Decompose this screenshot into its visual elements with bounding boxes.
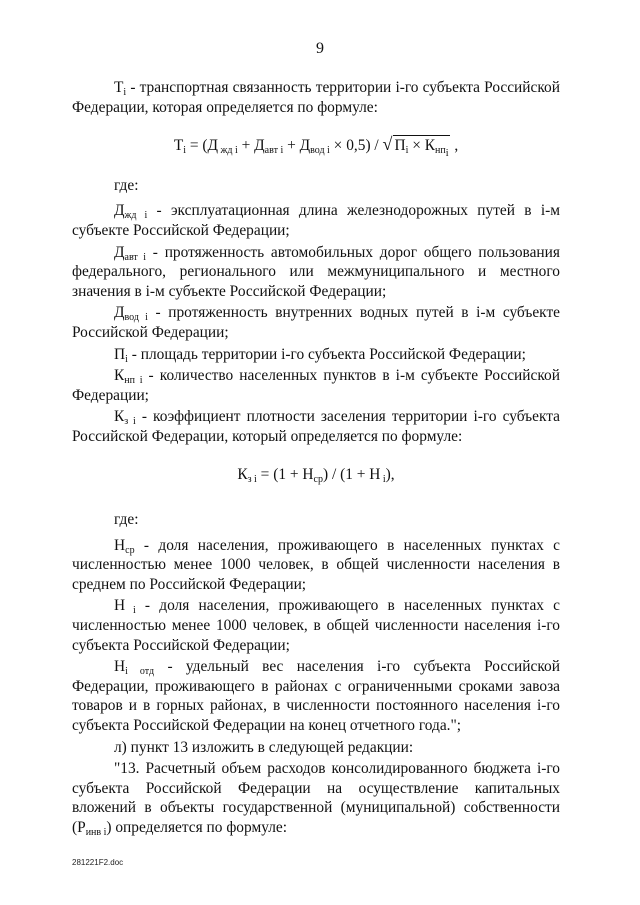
symbol: Н [114, 658, 126, 676]
formula-transport-connectivity [72, 134, 560, 160]
paragraph-text: "13. Расчетный объем расходов консолидированного бюджета i-го субъекта Российской Федерации на осуществление капитальных вложений в объекты государственной (муниципальной) собственности (Р [72, 760, 560, 836]
definition-text: - коэффициент плотности заселения территории i-го субъекта Российской Федерации, который определяется по формуле: [72, 408, 560, 445]
subscript: з i [124, 416, 136, 428]
subscript: жд i [124, 210, 148, 222]
subscript: i [123, 87, 127, 98]
paragraph-ti-intro [72, 78, 560, 117]
definition-text: - протяженность автомобильных дорог общего пользования федерального, регионального или межмуниципального и местного значения в i-м субъекте Российской Федерации; [72, 243, 560, 300]
formula-text: + Д [283, 137, 311, 155]
symbol: Д [114, 243, 125, 261]
formula-subscript [434, 145, 449, 160]
subscript: нп i [124, 375, 143, 387]
where-label: где: [114, 511, 139, 529]
footer-filename: 281221F2.doc [72, 858, 124, 867]
paragraph-l: л) пункт 13 изложить в следующей редакции: [114, 738, 414, 756]
subscript: i [125, 605, 136, 617]
formula-text: × К [408, 137, 435, 155]
definition-text: - площадь территории i-го субъекта Российской Федерации; [127, 345, 526, 363]
formula-subscript: ср [313, 473, 323, 485]
formula-subscript: авт i [264, 145, 284, 157]
subscript: i [125, 353, 128, 365]
subscript: ср [125, 544, 135, 556]
paragraph-text: ) определяется по формуле: [106, 819, 287, 836]
definition-text: - количество населенных пунктов в i-м субъекте Российской Федерации; [72, 367, 560, 404]
definition-d-avt [72, 243, 560, 302]
symbol: Н [114, 536, 126, 554]
formula-subscript: i [380, 473, 386, 485]
definition-n-i-otd [72, 657, 560, 735]
definition-text: - доля населения, проживающего в населенных пунктах с численностью менее 1000 человек, в общей численности населения i-го субъекта Российской Федерации; [72, 597, 560, 654]
symbol: Т [114, 79, 124, 96]
definition-text: - протяженность внутренних водных путей в i-м субъекте Российской Федерации; [72, 304, 561, 341]
subscript: i отд [125, 666, 155, 678]
formula-text: + Д [237, 137, 265, 155]
formula-symbol: П [394, 137, 406, 155]
symbol: П [114, 345, 126, 363]
definition-p [72, 345, 560, 365]
definition-d-vod [72, 303, 560, 342]
definition-k-np [72, 366, 560, 405]
page-number: 9 [316, 40, 324, 57]
formula-text: = (Д [186, 137, 218, 155]
document-body [72, 78, 560, 838]
formula-text: ), [385, 465, 395, 483]
formula-subscript: з i [247, 473, 257, 485]
formula-subscript: i [405, 145, 409, 157]
symbol: Н [114, 597, 126, 615]
subscript: авт i [124, 251, 146, 263]
formula-text: , [450, 137, 459, 155]
formula-subscript: i [183, 145, 186, 157]
formula-subscript: жд i [218, 145, 238, 157]
formula-text: × 0,5) / [329, 137, 383, 155]
definition-n-i [72, 596, 560, 655]
formula-symbol: К [237, 465, 248, 483]
formula-subscript: вод i [310, 145, 330, 157]
definition-d-zhd [72, 201, 560, 240]
formula-subsubscript: i [445, 148, 449, 160]
formula-subscript-text: нп [434, 145, 446, 157]
symbol: К [114, 408, 125, 426]
subscript: инв i [85, 827, 107, 838]
where-label: где: [114, 176, 139, 194]
definition-text: - доля населения, проживающего в населенных пунктах с численностью менее 1000 человек, в общей численности населения в среднем по Российской Федерации; [72, 536, 560, 593]
formula-symbol: Т [173, 137, 184, 155]
radicand [393, 135, 450, 160]
symbol: Д [114, 304, 125, 322]
formula-text: = (1 + Н [256, 465, 314, 483]
definition-k-z [72, 407, 560, 446]
formula-text: ) / (1 + Н [322, 465, 381, 483]
subscript: вод i [124, 312, 148, 324]
square-root-icon: √ [382, 134, 393, 155]
definition-text: - эксплуатационная длина железнодорожных путей в i-м субъекте Российской Федерации; [72, 202, 560, 239]
symbol: Д [114, 202, 125, 220]
definition-n-sr [72, 536, 560, 595]
paragraph-13 [72, 759, 560, 837]
formula-settlement-density [72, 465, 560, 485]
definition-text: - транспортная связанность территории i-го субъекта Российской Федерации, которая определяется по формуле: [72, 79, 560, 116]
symbol: К [114, 367, 125, 385]
definition-text: - удельный вес населения i-го субъекта Российской Федерации, проживающего в районах с ограниченными сроками завоза товаров и в горных районах, в численности постоянного населения i-го субъекта Российской Федерации на конец отчетного года."; [72, 658, 560, 735]
